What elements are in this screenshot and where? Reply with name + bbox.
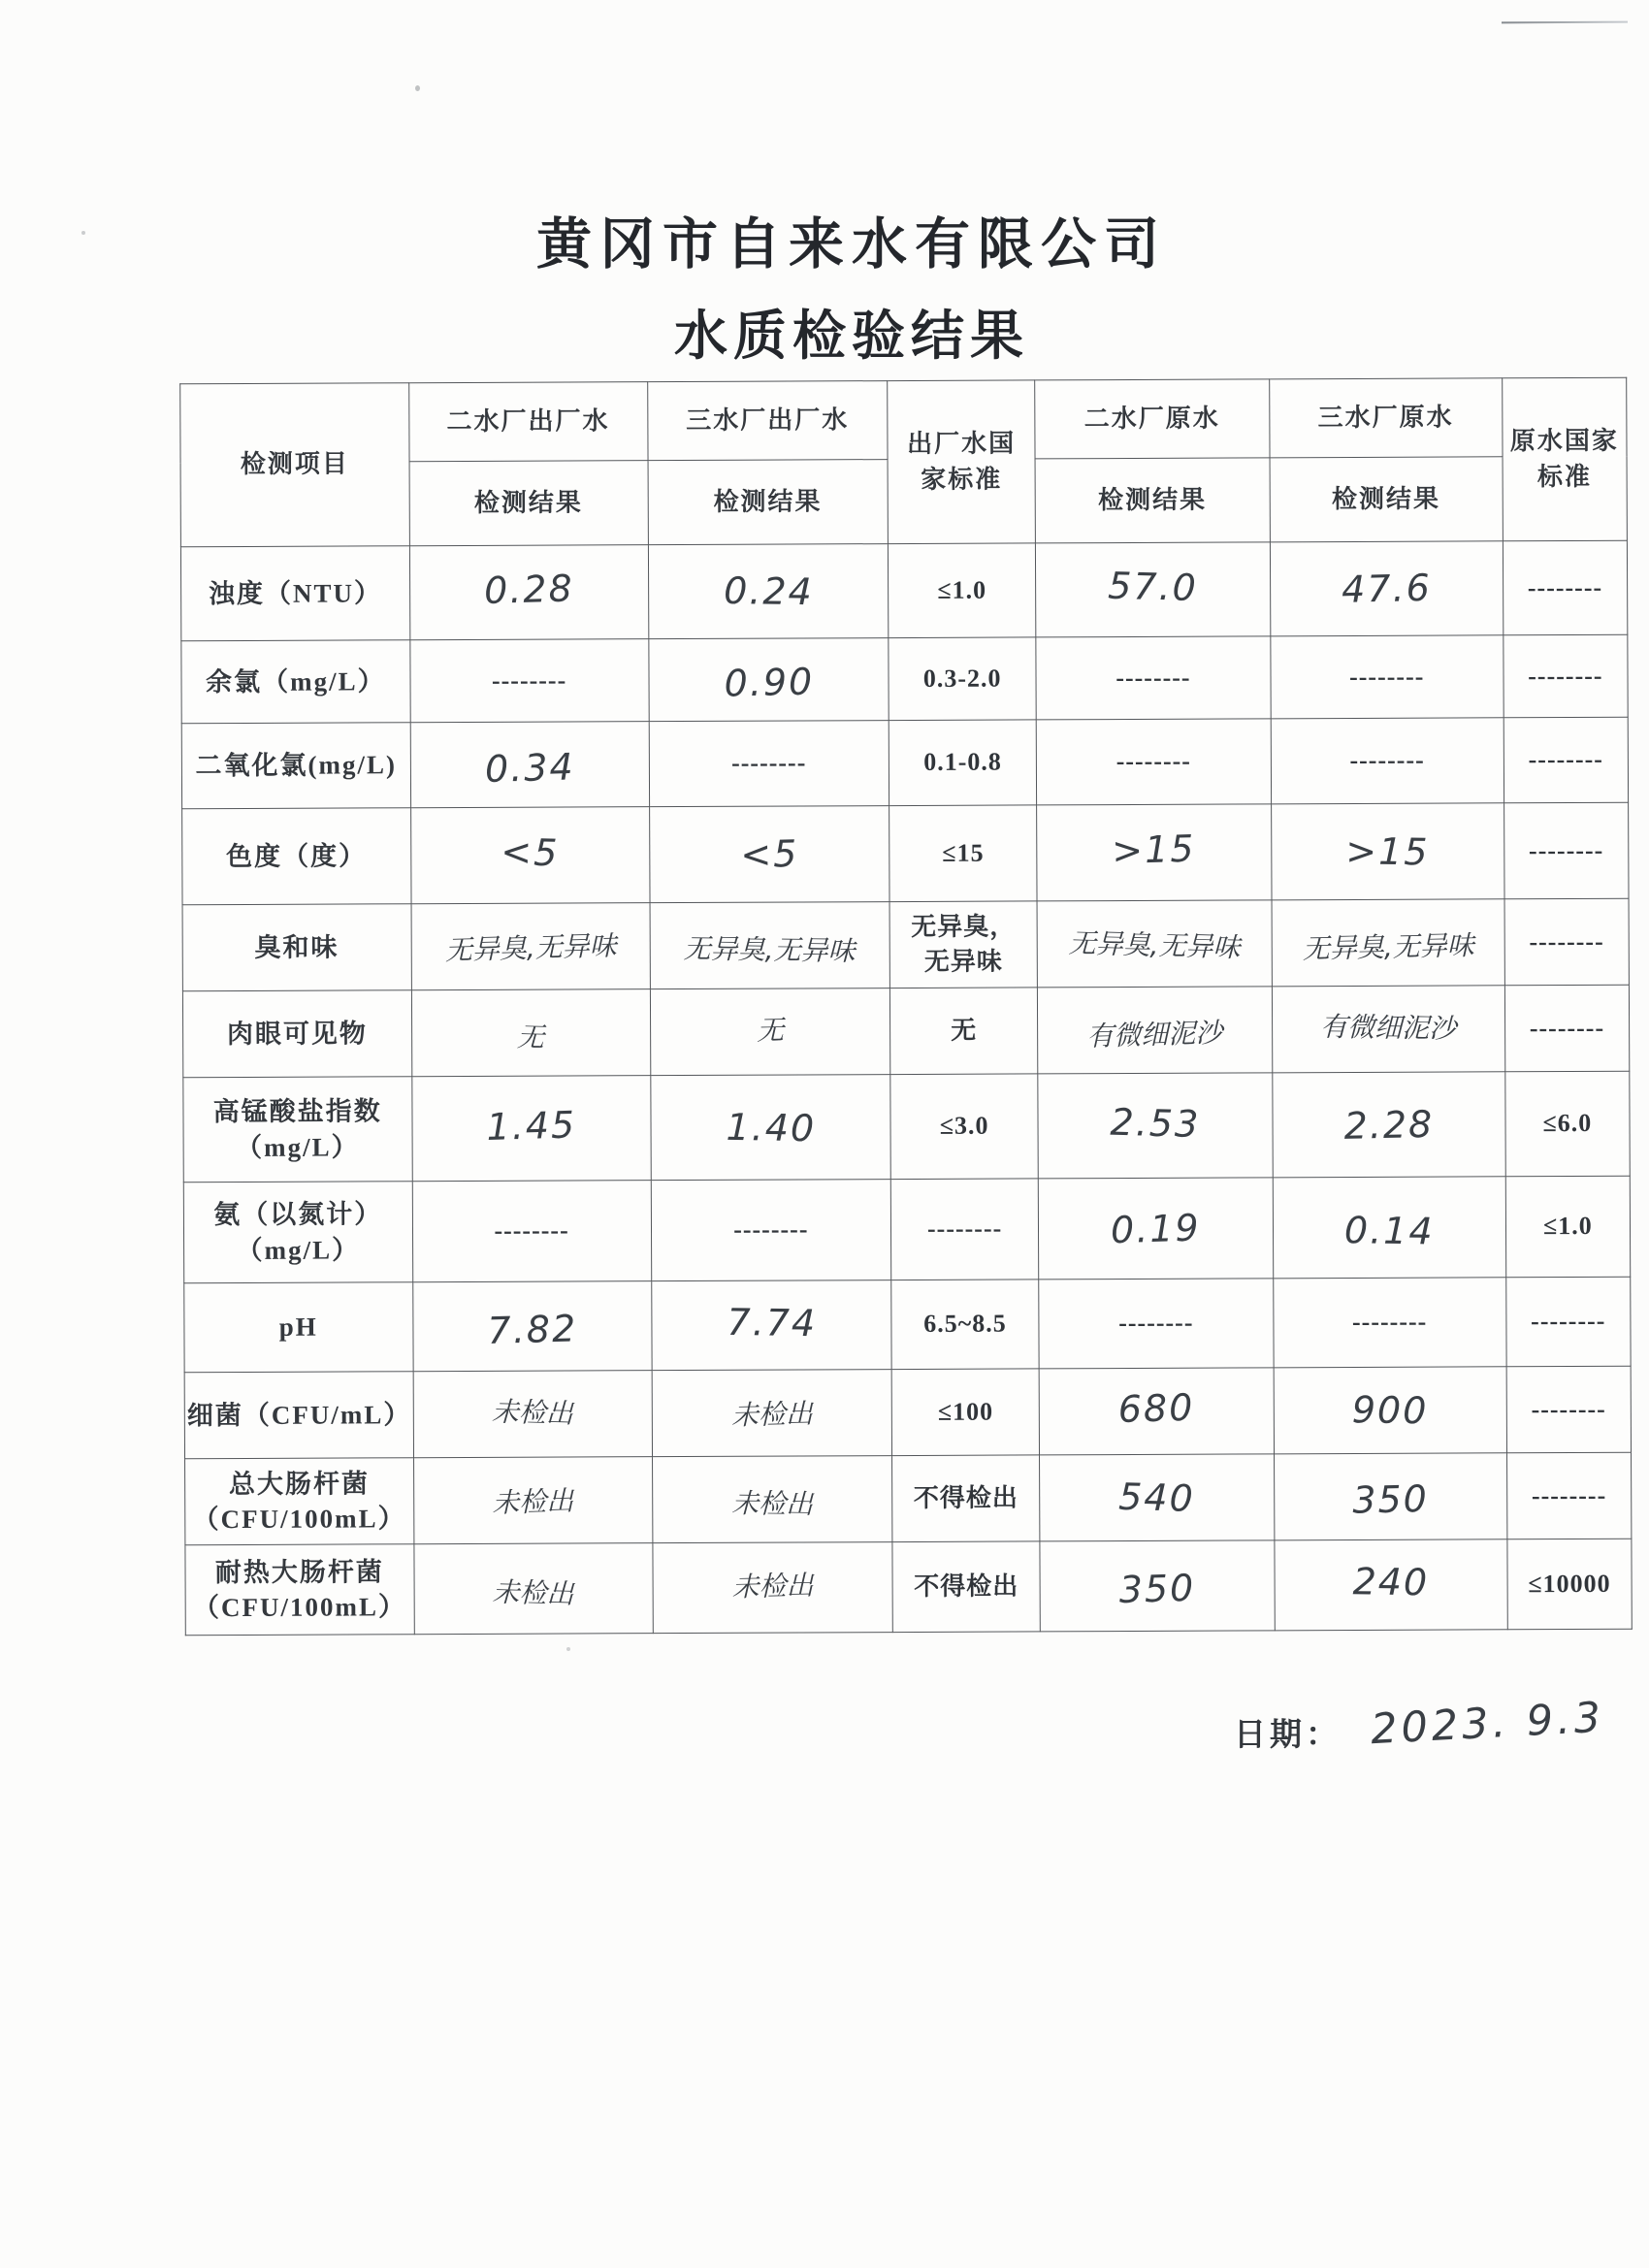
cell-standard-out: 6.5~8.5 bbox=[891, 1280, 1039, 1370]
date-label: 日期： bbox=[1234, 1718, 1342, 1753]
header-rawwater-national-standard bbox=[1502, 377, 1627, 541]
cell-result-plant2: 0.34 bbox=[410, 722, 649, 808]
cell-result-plant2: 无异臭,无异味 bbox=[411, 903, 650, 990]
cell-result-raw3: -------- bbox=[1273, 1278, 1505, 1368]
header-outflow-standard-line1: 出厂水国 bbox=[907, 429, 1017, 459]
row-label: 耐热大肠杆菌 （CFU/100mL） bbox=[185, 1544, 414, 1636]
table-row bbox=[183, 1071, 1630, 1183]
cell-standard-out: ≤3.0 bbox=[890, 1074, 1039, 1180]
cell-standard-out: 0.1-0.8 bbox=[889, 720, 1036, 806]
cell-result-plant3: -------- bbox=[649, 721, 889, 807]
cell-standard-out: -------- bbox=[890, 1179, 1039, 1280]
cell-standard-raw: ≤10000 bbox=[1507, 1539, 1633, 1630]
row-label: 余氯（mg/L） bbox=[181, 640, 410, 724]
cell-result-plant3: 无 bbox=[650, 988, 890, 1076]
company-title: 黄冈市自来水有限公司 bbox=[536, 213, 1167, 275]
cell-result-raw2: >15 bbox=[1037, 804, 1272, 901]
table-row bbox=[182, 985, 1629, 1078]
cell-standard-raw: -------- bbox=[1506, 1366, 1632, 1453]
cell-result-plant2: 0.28 bbox=[409, 545, 648, 640]
header-result-plant3: 检测结果 bbox=[648, 460, 889, 545]
cell-standard-raw: -------- bbox=[1504, 802, 1629, 899]
table-row bbox=[184, 1277, 1631, 1373]
cell-result-plant2: 未检出 bbox=[413, 1457, 652, 1544]
row-label: 二氧化氯(mg/L) bbox=[181, 723, 410, 809]
header-plant3-outflow: 三水厂出厂水 bbox=[647, 381, 888, 461]
cell-result-raw2: -------- bbox=[1036, 636, 1271, 720]
table-row bbox=[182, 898, 1629, 991]
cell-result-raw3: 无异臭,无异味 bbox=[1272, 899, 1504, 987]
cell-result-plant3: 7.74 bbox=[651, 1280, 891, 1371]
table-row bbox=[184, 1366, 1631, 1459]
cell-result-plant2: 无 bbox=[411, 989, 650, 1077]
cell-result-raw2: 350 bbox=[1040, 1540, 1275, 1632]
cell-result-plant2: 1.45 bbox=[411, 1076, 650, 1182]
header-outflow-national-standard bbox=[888, 380, 1036, 544]
cell-standard-raw: ≤1.0 bbox=[1505, 1176, 1631, 1278]
cell-result-raw2: 680 bbox=[1039, 1368, 1274, 1455]
table-body bbox=[180, 540, 1632, 1635]
cell-result-plant3: <5 bbox=[649, 806, 889, 903]
table-row bbox=[181, 717, 1628, 809]
header-plant2-outflow: 二水厂出厂水 bbox=[408, 382, 647, 462]
cell-standard-out: 无异臭， 无异味 bbox=[889, 901, 1037, 988]
cell-standard-raw: -------- bbox=[1504, 634, 1629, 718]
cell-result-plant3: 未检出 bbox=[652, 1542, 892, 1634]
cell-standard-raw: -------- bbox=[1504, 898, 1630, 986]
header-plant2-rawwater: 二水厂原水 bbox=[1035, 379, 1270, 459]
row-label: 臭和味 bbox=[182, 904, 411, 991]
scan-artifact-line bbox=[1502, 21, 1628, 24]
cell-result-raw3: 350 bbox=[1274, 1453, 1506, 1540]
cell-standard-out: 0.3-2.0 bbox=[889, 637, 1036, 721]
table-row bbox=[180, 540, 1627, 641]
row-label: 高锰酸盐指数 （mg/L） bbox=[183, 1077, 412, 1183]
cell-standard-raw: ≤6.0 bbox=[1505, 1071, 1631, 1177]
water-quality-table bbox=[179, 377, 1633, 1636]
header-raw-standard-line1: 原水国家 bbox=[1509, 426, 1619, 456]
cell-result-plant3: 0.90 bbox=[648, 638, 889, 722]
cell-result-plant3: 1.40 bbox=[650, 1075, 890, 1181]
header-item: 检测项目 bbox=[180, 383, 409, 547]
cell-result-raw2: 0.19 bbox=[1038, 1178, 1273, 1280]
cell-standard-out: ≤1.0 bbox=[888, 543, 1035, 638]
header-result-raw2: 检测结果 bbox=[1035, 458, 1270, 543]
cell-result-plant2: -------- bbox=[409, 639, 648, 723]
cell-standard-out: ≤100 bbox=[891, 1369, 1039, 1456]
cell-result-plant3: 未检出 bbox=[652, 1370, 892, 1457]
cell-result-plant2: <5 bbox=[410, 807, 649, 904]
row-label: 色度（度） bbox=[182, 808, 411, 905]
cell-result-raw3: 900 bbox=[1274, 1367, 1506, 1454]
cell-result-plant3: 未检出 bbox=[652, 1456, 892, 1543]
cell-result-raw3: 240 bbox=[1275, 1539, 1507, 1631]
cell-result-raw2: 无异臭,无异味 bbox=[1037, 900, 1272, 988]
row-label: pH bbox=[184, 1282, 413, 1373]
cell-standard-out: 不得检出 bbox=[892, 1455, 1040, 1542]
cell-standard-out: ≤15 bbox=[889, 805, 1038, 902]
cell-result-plant2: 未检出 bbox=[413, 1371, 652, 1458]
header-result-plant2: 检测结果 bbox=[409, 461, 648, 546]
cell-result-raw2: -------- bbox=[1036, 719, 1271, 805]
cell-standard-out: 不得检出 bbox=[892, 1541, 1040, 1633]
cell-standard-out: 无 bbox=[889, 988, 1037, 1075]
scan-speck bbox=[566, 1647, 570, 1651]
cell-result-raw2: 57.0 bbox=[1036, 542, 1271, 637]
table-row bbox=[181, 634, 1628, 724]
header-row-groups bbox=[180, 377, 1627, 463]
cell-standard-raw: -------- bbox=[1504, 717, 1629, 803]
table-row bbox=[183, 1176, 1630, 1283]
header-plant3-rawwater: 三水厂原水 bbox=[1269, 378, 1502, 458]
cell-result-raw2: 540 bbox=[1040, 1454, 1275, 1541]
row-label: 肉眼可见物 bbox=[182, 990, 411, 1078]
cell-result-plant3: -------- bbox=[651, 1180, 891, 1281]
cell-result-raw3: 2.28 bbox=[1272, 1072, 1505, 1178]
cell-result-raw3: 0.14 bbox=[1273, 1177, 1505, 1279]
cell-result-raw2: 有微细泥沙 bbox=[1038, 987, 1273, 1074]
cell-result-raw2: -------- bbox=[1039, 1279, 1274, 1369]
row-label: 总大肠杆菌 （CFU/100mL） bbox=[185, 1458, 414, 1545]
cell-standard-raw: -------- bbox=[1506, 1452, 1632, 1539]
cell-result-plant2: 7.82 bbox=[412, 1281, 651, 1372]
cell-result-raw2: 2.53 bbox=[1038, 1073, 1273, 1179]
cell-result-raw3: >15 bbox=[1271, 803, 1504, 900]
cell-result-raw3: -------- bbox=[1271, 718, 1504, 804]
cell-result-plant3: 0.24 bbox=[648, 544, 889, 639]
cell-result-plant2: -------- bbox=[412, 1181, 651, 1282]
row-label: 氨（以氮计） （mg/L） bbox=[183, 1182, 412, 1283]
report-title: 水质检验结果 bbox=[673, 306, 1029, 366]
date-block bbox=[1234, 1693, 1606, 1755]
table-row bbox=[182, 802, 1629, 905]
cell-standard-raw: -------- bbox=[1505, 1277, 1631, 1367]
document-title-block bbox=[0, 200, 1649, 370]
row-label: 细菌（CFU/mL） bbox=[184, 1372, 413, 1459]
cell-standard-raw: -------- bbox=[1504, 985, 1630, 1072]
date-value-handwritten: 2023. 9.3 bbox=[1369, 1693, 1606, 1755]
header-raw-standard-line2: 标准 bbox=[1536, 462, 1593, 491]
table-row bbox=[185, 1539, 1632, 1636]
cell-result-plant3: 无异臭,无异味 bbox=[650, 902, 890, 989]
cell-standard-raw: -------- bbox=[1503, 540, 1628, 635]
scan-speck bbox=[415, 85, 420, 91]
cell-result-raw3: 47.6 bbox=[1270, 541, 1503, 636]
cell-result-raw3: 有微细泥沙 bbox=[1272, 986, 1504, 1073]
header-result-raw3: 检测结果 bbox=[1270, 457, 1503, 542]
row-label: 浊度（NTU） bbox=[180, 546, 409, 641]
header-outflow-standard-line2: 家标准 bbox=[921, 465, 1003, 494]
cell-result-raw3: -------- bbox=[1271, 635, 1504, 719]
table-row bbox=[185, 1452, 1632, 1545]
cell-result-plant2: 未检出 bbox=[413, 1543, 652, 1635]
